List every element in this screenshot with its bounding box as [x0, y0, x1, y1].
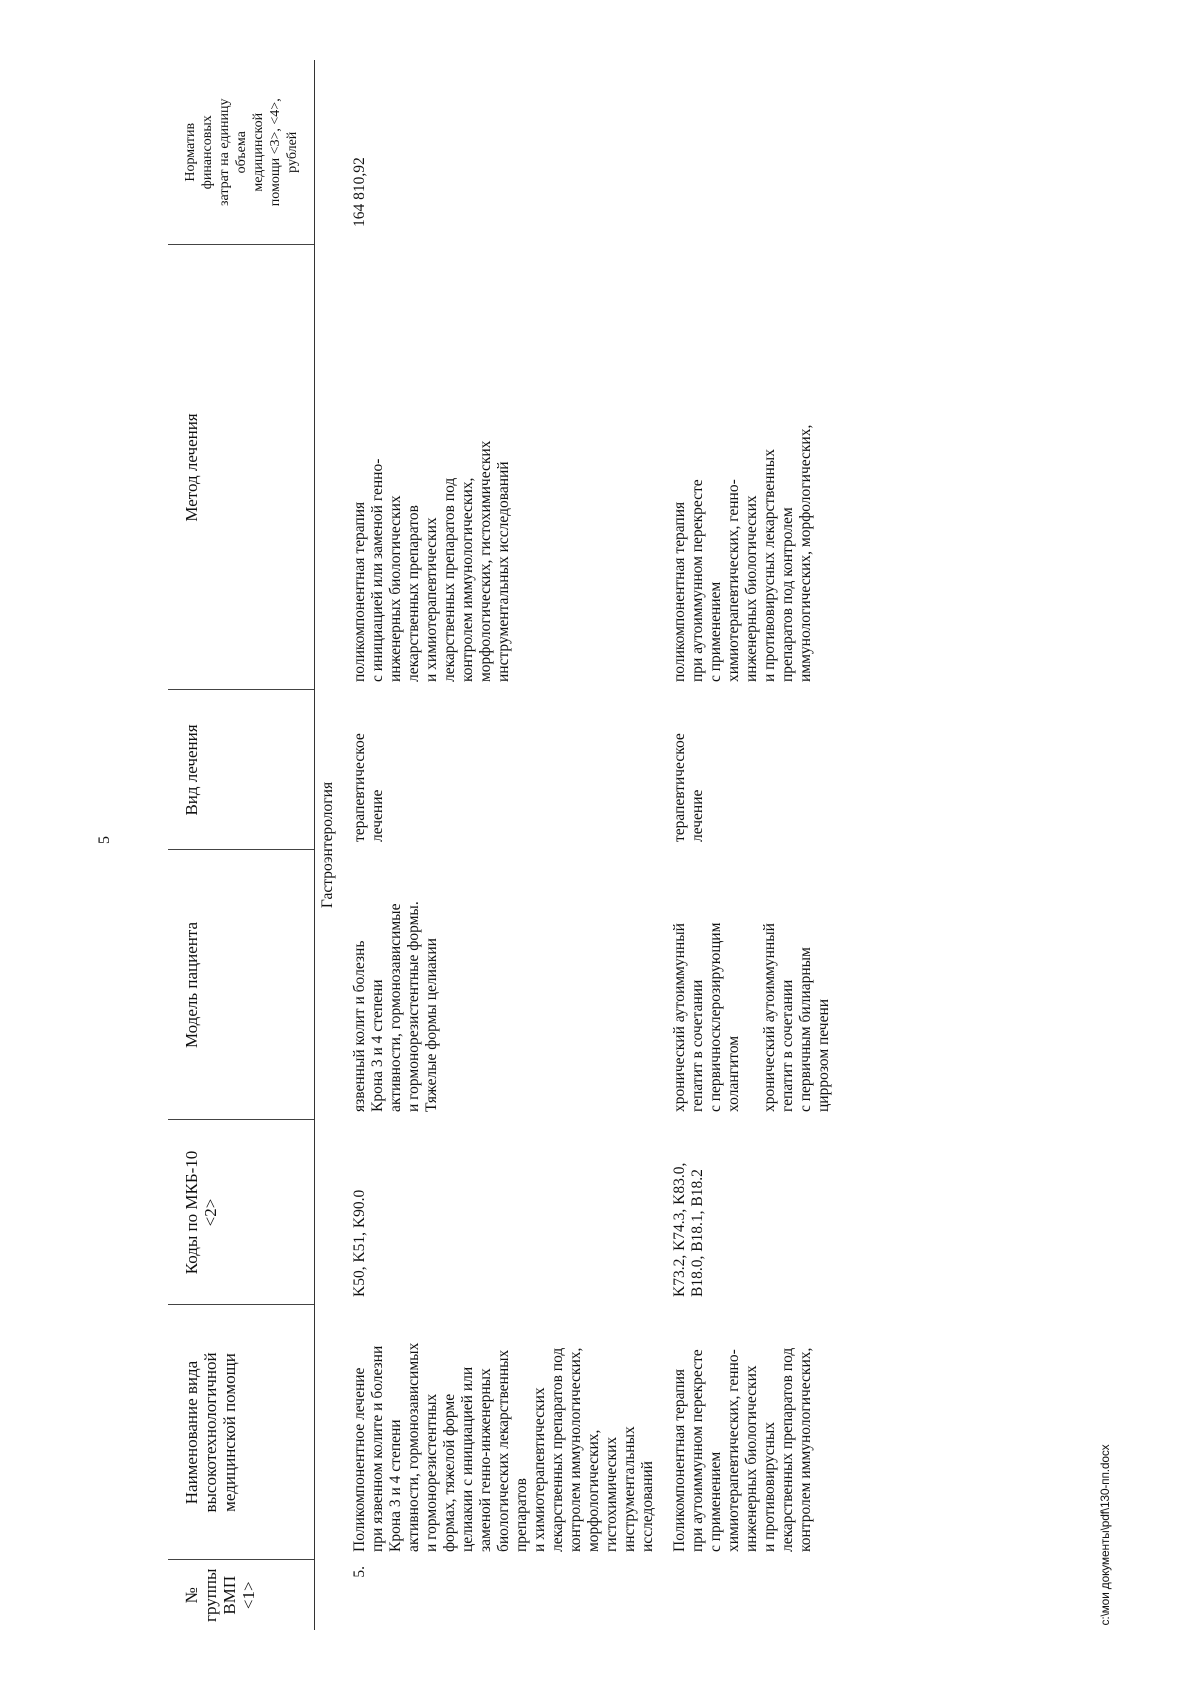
cell-patient-model: язвенный колит и болезнь Крона 3 и 4 степени активности, гормонозависимые и гормонорезистентные формы. Тяжелые формы целиакии [351, 901, 440, 1112]
footer-file-path: c:\мои документы\pdf\130-пп.docx [1098, 1444, 1112, 1626]
cell-group-number [667, 1560, 843, 1630]
cell-treatment-type: терапевтическое лечение [671, 733, 706, 842]
page-number: 5 [96, 836, 113, 844]
table-row [347, 60, 667, 1630]
cell-patient-model: хронический аутоиммунный гепатит в сочетании с первичносклерозирующим холангитом хронический аутоиммунный гепатит в сочетании с первичным билиарным циррозом печени [671, 922, 832, 1112]
header-treatment-type: Вид лечения [168, 690, 315, 850]
header-icd-codes: Коды по МКБ-10 <2> [168, 1120, 315, 1305]
header-patient-model: Модель пациента [168, 850, 315, 1120]
cell-treatment-method: поликомпонентная терапия при аутоиммунном перекресте с применением химиотерапевтических, генно- инженерных биологических и противовирусных лекарственных препаратов под контролем иммунологических, морфологических, [671, 424, 814, 682]
vmp-table [168, 60, 843, 1630]
cell-treatment-method: поликомпонентная терапия с инициацией или заменой генно- инженерных биологических лекарственных препаратов и химиотерапевтических лекарственных препаратов под контролем иммунологических, морфологических, гистохимических инструментальных исследований [351, 440, 512, 682]
rotated-page-content [168, 60, 928, 1630]
cell-icd-codes: K73.2, K74.3, K83.0, B18.0, B18.1, B18.2 [671, 1162, 706, 1297]
section-row [315, 60, 348, 1630]
cell-treatment-type: терапевтическое лечение [351, 733, 386, 842]
section-title: Гастроэнтерология [319, 781, 336, 909]
cell-vmp-name: Поликомпонентная терапия при аутоиммунном перекресте с применением химиотерапевтических, генно- инженерных биологических и противовирусных лекарственных препаратов под контролем иммунологических, [671, 1347, 814, 1552]
cell-group-number: 5. [351, 1566, 368, 1578]
header-vmp-name: Наименование вида высокотехнологичной медицинской помощи [168, 1305, 315, 1560]
cell-cost-normative [667, 60, 843, 245]
header-treatment-method: Метод лечения [168, 245, 315, 690]
cell-vmp-name: Поликомпонентное лечение при язвенном колите и болезни Крона 3 и 4 степени активности, гормонозависимых и гормонорезистентных формах, тяжелой форме целиакии с инициацией или заменой генно-инженерных биологических лекарственных препаратов и химиотерапевтических лекарственных препаратов под контролем иммунологических, морфологических, гистохимических инструментальных исследований [351, 1342, 656, 1552]
cell-cost-normative: 164 810,92 [351, 157, 368, 227]
table-row [667, 60, 843, 1630]
header-group-number: № группы ВМП <1> [168, 1560, 315, 1630]
header-cost-normative: Норматив финансовых затрат на единицу объема медицинской помощи <3>, <4>, рублей [168, 60, 315, 245]
table-header-row [168, 60, 315, 1630]
cell-icd-codes: K50, K51, K90.0 [351, 1189, 368, 1297]
